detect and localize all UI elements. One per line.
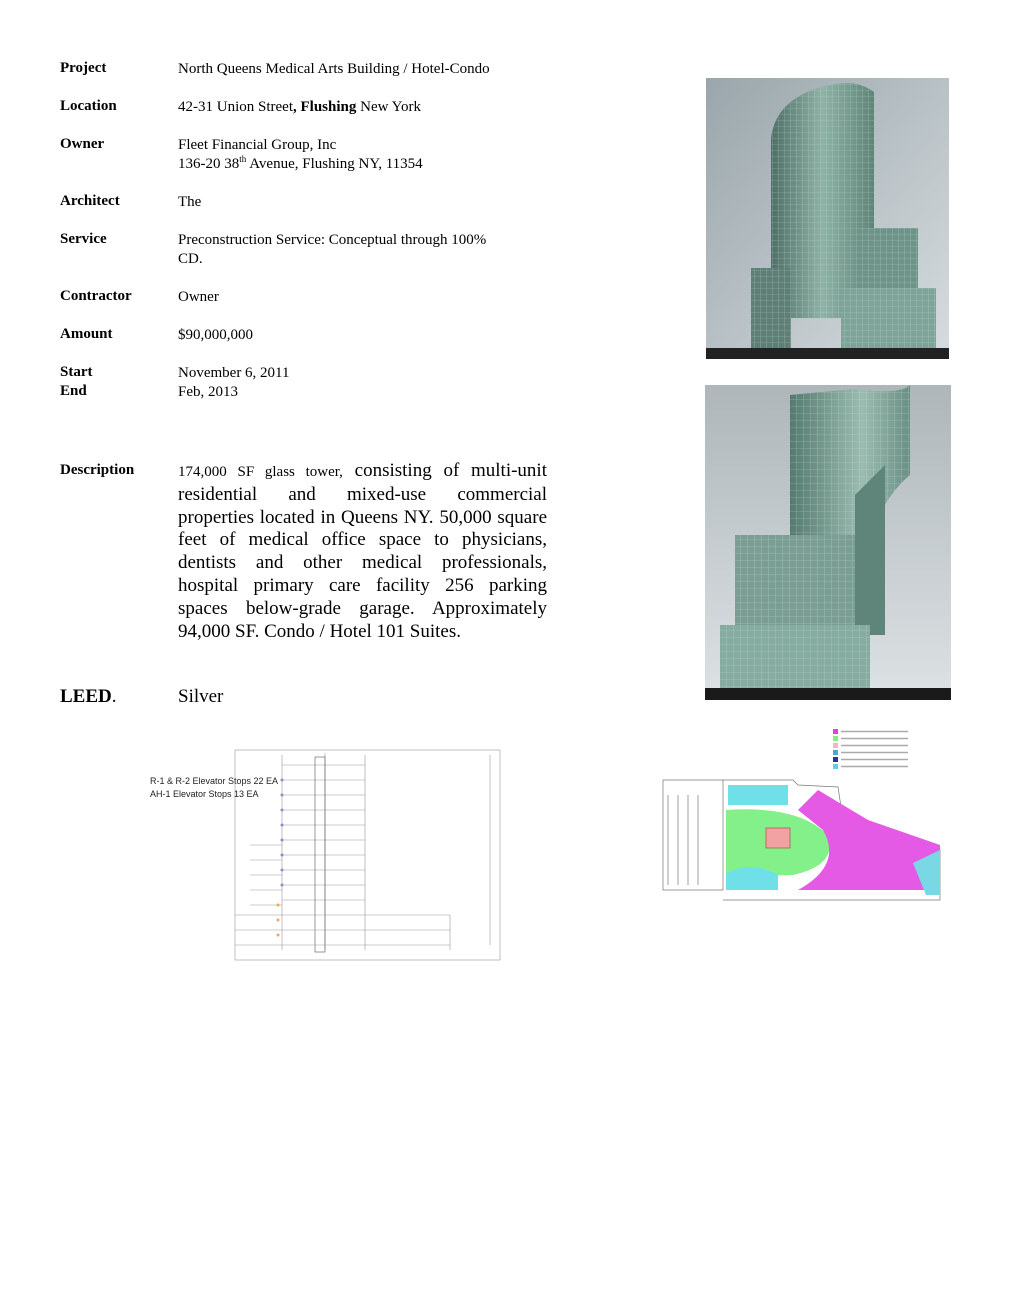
site-plan-legend-swatch: [833, 729, 838, 734]
contractor-value: Owner: [178, 289, 219, 305]
end-value: Feb, 2013: [178, 384, 238, 400]
amount-label: Amount: [60, 326, 113, 342]
site-plan-drawing: [648, 725, 953, 910]
end-label: End: [60, 383, 87, 399]
description-body: consisting of multi-unit residential and mixed-use commercial properties located in Queens NY. 50,000 square feet of medical office space to physicians, dentists and other medical professionals, hospital primary care facility 256 parking spaces below-grade garage. Approximately 94,000 SF. Condo / Hotel 101 Suites.: [178, 460, 547, 642]
description-text: [178, 460, 547, 643]
amount-value: $90,000,000: [178, 327, 253, 343]
owner-name: Fleet Financial Group, Inc: [178, 137, 337, 153]
legend-r1-text: R-1 & R-2 Elevator Stops 22 EA: [150, 776, 279, 786]
start-label: Start: [60, 364, 93, 380]
building-section-drawing: [150, 745, 505, 970]
tower-rendering-1: [706, 78, 949, 359]
leed-value: Silver: [178, 686, 224, 707]
project-value: North Queens Medical Arts Building / Hotel-Condo: [178, 61, 490, 77]
site-plan-legend-swatch: [833, 743, 838, 748]
service-label: Service: [60, 231, 107, 247]
owner-value: [178, 136, 423, 174]
architect-label: Architect: [60, 193, 120, 209]
location-label: Location: [60, 98, 117, 114]
service-line-2: CD.: [178, 251, 203, 267]
architect-value: The: [178, 194, 202, 210]
project-label: Project: [60, 60, 107, 76]
site-plan-legend-swatch: [833, 764, 838, 769]
legend-ah1-text: AH-1 Elevator Stops 13 EA: [150, 789, 259, 799]
site-plan-legend-swatch: [833, 736, 838, 741]
site-plan-legend-swatch: [833, 757, 838, 762]
description-label: Description: [60, 462, 135, 478]
contractor-label: Contractor: [60, 288, 132, 304]
leed-label: LEED.: [60, 686, 117, 707]
owner-address: 136-20 38th Avenue, Flushing NY, 11354: [178, 154, 423, 172]
description-lead: 174,000 SF glass tower,: [178, 464, 343, 480]
owner-label: Owner: [60, 136, 105, 152]
location-value: 42-31 Union Street, Flushing New York: [178, 99, 421, 115]
service-line-1: Preconstruction Service: Conceptual through 100%: [178, 232, 487, 248]
site-plan-legend-swatch: [833, 750, 838, 755]
service-value: [178, 231, 486, 269]
start-value: November 6, 2011: [178, 365, 290, 381]
tower-rendering-2: [705, 385, 951, 700]
